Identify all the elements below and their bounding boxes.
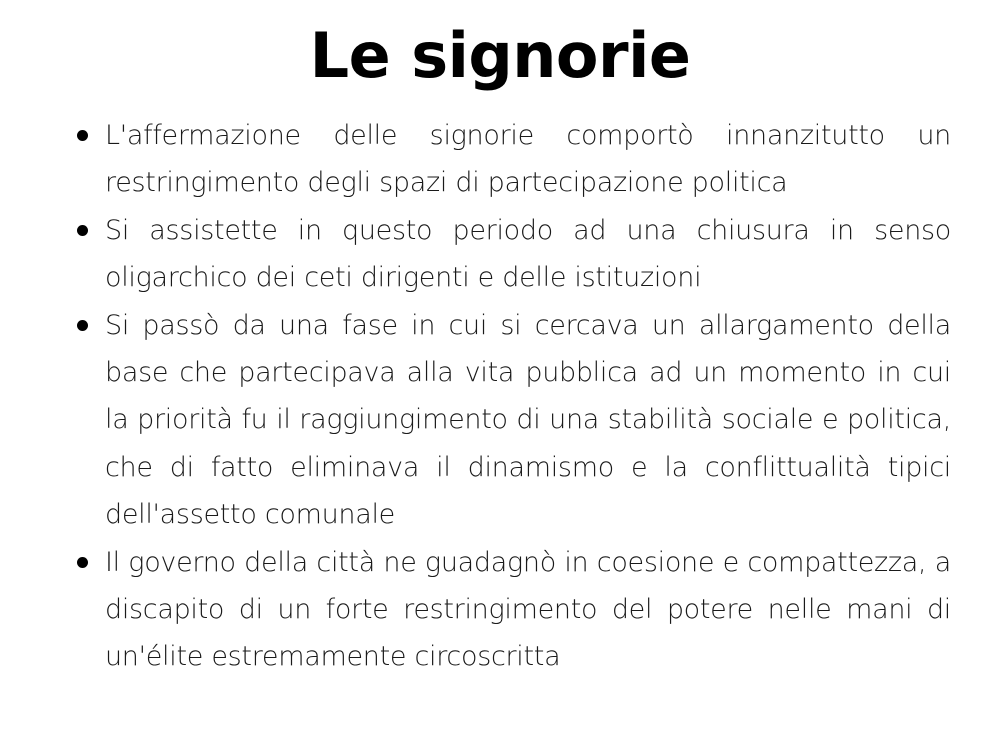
bullet-text: Si passò da una fase in cui si cercava un allargamento della base che partecipava alla vita pubblica ad un momento in cui la priorità fu il raggiungimento di una stabilità sociale e politica, che di fatto eliminava il dinamismo e la conflittualità tipici dell'assetto comunale — [105, 309, 951, 531]
bullet-item — [105, 302, 951, 539]
bullet-item — [105, 539, 951, 681]
bullet-dot-icon — [77, 320, 88, 331]
bullet-item — [105, 207, 951, 302]
bullet-text: L'affermazione delle signorie comportò innanzitutto un restringimento degli spazi di partecipazione politica — [105, 120, 951, 199]
slide-title: Le signorie — [309, 19, 691, 92]
bullet-dot-icon — [77, 225, 88, 236]
bullet-dot-icon — [77, 557, 88, 568]
bullet-text: Il governo della città ne guadagnò in coesione e compattezza, a discapito di un forte restringimento del potere nelle mani di un'élite estremamente circoscritta — [105, 546, 951, 673]
bullet-list — [105, 112, 951, 681]
bullet-item — [105, 112, 951, 207]
bullet-dot-icon — [77, 130, 88, 141]
bullet-text: Si assistette in questo periodo ad una chiusura in senso oligarchico dei ceti dirigenti e delle istituzioni — [105, 214, 951, 294]
